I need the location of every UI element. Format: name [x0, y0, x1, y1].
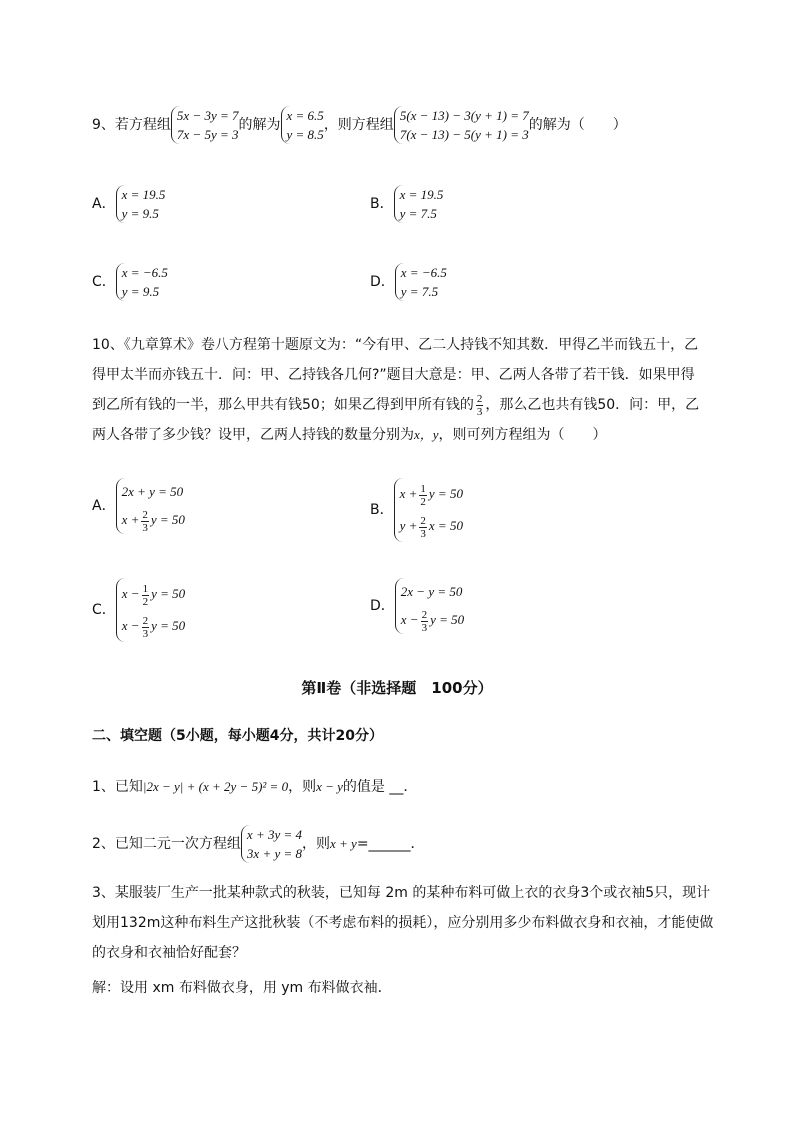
q10-line2: 得甲太半而亦钱五十．问：甲、乙持钱各几何?”题目大意是：甲、乙两人各带了若干钱．如果甲得: [92, 367, 695, 383]
q9-sys1-row2: 7x − 5y = 3: [176, 127, 239, 142]
q9-sys1-row1: 5x − 3y = 7: [176, 108, 239, 123]
q10-vars: x，y: [414, 427, 439, 442]
row-part: y = 50: [151, 618, 186, 633]
question-9: [92, 106, 627, 144]
option-system: [116, 263, 168, 301]
option-row2: y = 9.5: [121, 284, 160, 299]
row-part: x +: [399, 486, 418, 501]
option-row2: [122, 610, 185, 642]
fill1-suffix: 的值是 __．: [342, 779, 418, 795]
fill1-expression: |2x − y| + (x + 2y − 5)² = 0: [142, 779, 289, 794]
option-system: [116, 478, 185, 534]
option-label: B．: [370, 196, 394, 212]
option-row1: 2x + y = 50: [121, 484, 184, 499]
fraction-numerator: 2: [476, 392, 483, 405]
q10-line4b: ，则可列方程组为（ ）: [438, 427, 607, 443]
q9-system-1: [171, 106, 239, 144]
fraction-denominator: 3: [142, 627, 149, 640]
option-row2: [122, 506, 185, 534]
fraction-denominator: 3: [142, 521, 148, 534]
q10-line1: 10、《九章算术》卷八方程第十题原文为：“今有甲、乙二人持钱不知其数．甲得乙半而钱五十，乙: [92, 337, 699, 353]
q9-option-a: [92, 185, 165, 223]
q10-fraction: [476, 393, 484, 418]
q9-option-c: [92, 263, 168, 301]
row-fraction: [141, 509, 149, 534]
option-label: B．: [370, 502, 394, 518]
fill2-mid: ，则: [302, 836, 331, 852]
q9-option-b: [370, 185, 443, 223]
row-fraction: [419, 515, 427, 540]
q9-suffix: 的解为（ ）: [528, 117, 627, 133]
option-row1: 2x − y = 50: [400, 584, 463, 599]
q9-sol1-row2: y = 8.5: [286, 127, 324, 142]
fraction-denominator: 2: [420, 495, 426, 508]
fraction-numerator: 1: [420, 482, 426, 495]
row-fraction: [142, 615, 150, 640]
option-label: A．: [92, 498, 116, 514]
fraction-denominator: 3: [476, 405, 483, 418]
q9-sol1-row1: x = 6.5: [286, 108, 324, 123]
q10-option-d: [370, 578, 464, 634]
q9-mid2: ，则方程组: [323, 117, 394, 133]
row-part: y = 50: [150, 512, 185, 527]
option-row2: y = 7.5: [400, 284, 439, 299]
option-row1: x = 19.5: [399, 187, 444, 202]
option-system: [395, 578, 464, 634]
row-part: x = 50: [428, 518, 463, 533]
question-10: [92, 330, 772, 450]
q9-system-2: [394, 106, 529, 144]
option-row1: [400, 478, 463, 510]
row-fraction: [142, 583, 150, 608]
fraction-numerator: 2: [421, 608, 428, 621]
section-heading: 二、填空题（5小题，每小题4分，共计20分）: [92, 728, 383, 744]
q10-line3b: ，那么乙也共有钱50．问：甲，乙: [485, 397, 700, 413]
fill2-target: x + y: [330, 836, 357, 851]
option-label: A．: [92, 196, 116, 212]
q10-line4: [92, 420, 772, 450]
row-fraction: [419, 483, 427, 508]
option-row1: x = −6.5: [121, 265, 168, 280]
q9-sys2-row2: 7(x − 13) − 5(y + 1) = 3: [399, 127, 529, 142]
fill3-line2: 划用132m这种布料生产这批秋装（不考虑布料的损耗），应分别用多少布料做衣身和衣袖，才能使做: [92, 915, 714, 931]
option-label: C．: [92, 602, 116, 618]
option-system: [395, 263, 447, 301]
q10-line3a: 到乙所有钱的一半，那么甲共有钱50；如果乙得到甲所有钱的: [92, 397, 474, 413]
option-label: C．: [92, 274, 116, 290]
q10-line4a: 两人各带了多少钱？设甲，乙两人持钱的数量分别为: [92, 427, 414, 443]
fill1-prefix: 1、已知: [92, 779, 143, 795]
option-system: [116, 578, 185, 642]
fill1-target: x − y: [316, 779, 343, 794]
option-row2: [401, 606, 464, 634]
fraction-numerator: 2: [420, 514, 426, 527]
option-row2: [400, 510, 463, 542]
fill2-suffix: =______．: [356, 836, 425, 852]
option-system: [116, 185, 166, 223]
fill1-mid: ，则: [288, 779, 317, 795]
q9-sys2-row1: 5(x − 13) − 3(y + 1) = 7: [399, 108, 529, 123]
option-row2: y = 9.5: [121, 206, 159, 221]
part-2-title: 第Ⅱ卷（非选择题 100分）: [301, 679, 493, 697]
row-part: y = 50: [430, 612, 465, 627]
q10-option-c: [92, 578, 185, 642]
row-part: x −: [121, 586, 140, 601]
row-part: x −: [400, 612, 419, 627]
row-part: x −: [121, 618, 140, 633]
fraction-numerator: 1: [142, 582, 149, 595]
fill-question-2: [92, 825, 425, 863]
fraction-denominator: 3: [420, 527, 426, 540]
row-part: x +: [121, 512, 140, 527]
option-label: D．: [370, 598, 395, 614]
option-row1: x = 19.5: [121, 187, 166, 202]
fill2-row1: x + 3y = 4: [246, 827, 303, 842]
fraction-denominator: 3: [421, 621, 428, 634]
option-system: [394, 185, 444, 223]
row-part: y = 50: [428, 486, 463, 501]
option-row2: y = 7.5: [399, 206, 437, 221]
option-row1: [122, 578, 185, 610]
q9-prefix: 9、若方程组: [92, 117, 171, 133]
q10-line3: [92, 390, 772, 420]
fill3-line3: 的衣身和衣袖恰好配套？: [92, 945, 246, 961]
option-system: [394, 478, 463, 542]
fill2-row2: 3x + y = 8: [246, 846, 303, 861]
fill-question-3: [92, 878, 782, 968]
q9-solution-1: [281, 106, 324, 144]
row-part: y +: [399, 518, 418, 533]
q10-option-a: [92, 478, 185, 534]
row-fraction: [421, 609, 429, 634]
option-row1: x = −6.5: [400, 265, 447, 280]
q10-option-b: [370, 478, 463, 542]
solution-text: 解：设用 xm 布料做衣身，用 ym 布料做衣袖．: [92, 980, 392, 996]
fill2-prefix: 2、已知二元一次方程组: [92, 836, 241, 852]
fraction-numerator: 2: [142, 614, 149, 627]
q9-option-d: [370, 263, 447, 301]
fill-question-1: [92, 776, 417, 796]
row-part: y = 50: [151, 586, 186, 601]
option-label: D．: [370, 274, 395, 290]
q9-mid: 的解为: [238, 117, 281, 133]
fill2-system: [241, 825, 302, 863]
fill3-line1: 3、某服装厂生产一批某种款式的秋装，已知每 2m 的某种布料可做上衣的衣身3个或衣袖5只，现计: [92, 885, 711, 901]
fraction-numerator: 2: [142, 508, 148, 521]
fraction-denominator: 2: [142, 595, 149, 608]
